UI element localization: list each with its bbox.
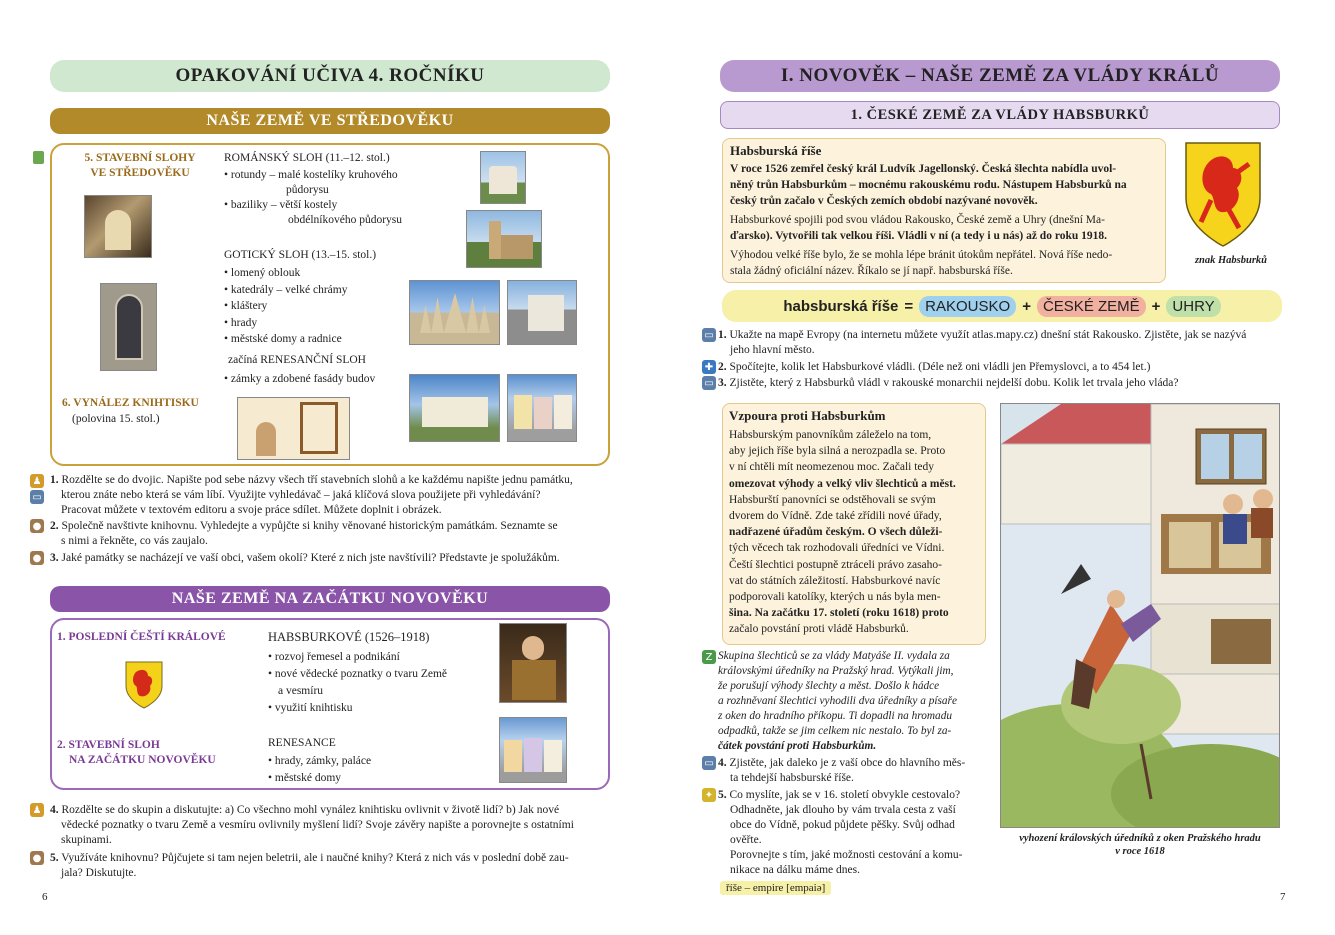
habsburg-coat-of-arms bbox=[1183, 140, 1263, 250]
right-page-number: 7 bbox=[1280, 891, 1286, 903]
math-icon: ✚ bbox=[702, 360, 716, 374]
rotunda-photo bbox=[480, 151, 526, 204]
computer-icon-r3: ▭ bbox=[702, 376, 716, 390]
right-question-3: 3. Zjistěte, který z Habsburků vládl v rakouské monarchii nejdelší dobu. Kolik let trvala jeho vláda? bbox=[718, 377, 1179, 389]
habsburk-list: • rozvoj řemesel a podnikání • nové vědecké poznatky o tvaru Země a vesmíru • využití knihtisku bbox=[268, 651, 448, 714]
left-page-number: 6 bbox=[42, 891, 48, 903]
library-icon: ● bbox=[30, 519, 44, 533]
link-icon bbox=[33, 151, 44, 164]
coat-caption: znak Habsburků bbox=[1194, 255, 1268, 266]
revolt-text: Habsburským panovníkům záleželo na tom, aby jejich říše byla silná a nerozpadla se. Proto v ní chtěli mít neomezenou moc. Začali tedy omezovat výhody a velký vliv šlechticů a měst. Habsburští panovníci se odstěhovali se svým dvorem do Vídně. Zde také zřídili nové úřady, nadřazené úřadům českým. O všech důleži- tých věcech tak rozhodovali úředníci ve Vídni. Čeští šlechtici postupně ztráceli právo zasaho- vat do státních záležitostí. Habsburkové navíc podporovali katolíky, kterých u nás byla men- šina. Na začátku 17. století (roku 1618) proto začalo povstání proti vládě Habsburků. bbox=[729, 429, 956, 636]
renaissance-square-photo bbox=[499, 717, 567, 783]
section-title-middle-ages: NAŠE ZEMĚ VE STŘEDOVĚKU bbox=[50, 108, 610, 134]
cathedral-photo bbox=[409, 280, 500, 345]
gothic-title: GOTICKÝ SLOH (13.–15. stol.) bbox=[224, 249, 377, 261]
habsburk-title: HABSBURKOVÉ (1526–1918) bbox=[268, 630, 430, 644]
gothic-list: • lomený oblouk • katedrály – velké chrámy • kláštery • hrady • městské domy a radnice bbox=[224, 267, 348, 345]
romanesque-list: • rotundy – malé kostelíky kruhového půdorysu • baziliky – větší kostely obdélníkového půdorysu bbox=[224, 169, 403, 226]
right-question-1: 1. Ukažte na mapě Evropy (na internetu můžete využít atlas.mapy.cz) dnešní stát Rakousko. Zjistěte, jak se nazývá jeho hlavní město. bbox=[718, 329, 1247, 356]
styles-heading: 5. STAVEBNÍ SLOHY VE STŘEDOVĚKU bbox=[84, 152, 196, 179]
habsburg-coat-small bbox=[124, 660, 164, 710]
illustration-caption: vyhození královských úředníků z oken Pražského hradu v roce 1618 bbox=[1019, 833, 1261, 857]
telc-houses-photo bbox=[507, 374, 577, 442]
habsburg-empire-text: V roce 1526 zemřel český král Ludvík Jagellonský. Česká šlechta nabídla uvol- něný trůn Habsburkům – mocnému rakouskému rodu. Nástupem Habsburků na český trůn začalo v Českých zemích období nazývané novověk. Habsburkové spojili pod svou vládou Rakousko, České země a Uhry (dnešní Ma- ďarsko). Vytvořili tak velkou říši. Vládli v ní (a tedy i u nás) až do roku 1918. Výhodou velké říše bylo, že se mohla lépe bránit útokům nepřátel. Nová říše nedo- stala žádný oficiální název. Říkalo se jí např. habsburská říše. bbox=[730, 163, 1127, 277]
right-sub-title: 1. ČESKÉ ZEMĚ ZA VLÁDY HABSBURKŮ bbox=[720, 101, 1280, 129]
printing-sub: (polovina 15. stol.) bbox=[72, 413, 160, 425]
question-3: 3. Jaké památky se nacházejí ve vaší obci, vašem okolí? Které z nich jste navštívili? Představte je spolužákům. bbox=[50, 552, 560, 564]
landmark-icon: ● bbox=[30, 551, 44, 565]
section-title-early-modern: NAŠE ZEMĚ NA ZAČÁTKU NOVOVĚKU bbox=[50, 586, 610, 612]
renesance-list: • hrady, zámky, paláce • městské domy bbox=[268, 755, 372, 784]
printing-title: 6. VYNÁLEZ KNIHTISKU bbox=[62, 397, 199, 409]
renesance-title: RENESANCE bbox=[268, 737, 336, 749]
group-work-icon: ♟ bbox=[30, 803, 44, 817]
equation-bar: habsburská říše = RAKOUSKO + ČESKÉ ZEMĚ + UHRY bbox=[722, 290, 1282, 322]
gothic-window-photo bbox=[100, 283, 157, 371]
revolt-title: Vzpoura proti Habsburkům bbox=[729, 408, 886, 423]
style2-heading: 2. STAVEBNÍ SLOH NA ZAČÁTKU NOVOVĚKU bbox=[57, 739, 216, 766]
king-portrait-photo bbox=[499, 623, 567, 703]
computer-icon: ▭ bbox=[30, 490, 44, 504]
printing-press-illustration bbox=[237, 397, 350, 460]
habsburg-empire-title: Habsburská říše bbox=[730, 143, 822, 158]
computer-icon-r4: ▭ bbox=[702, 756, 716, 770]
defenestration-illustration bbox=[1000, 403, 1280, 828]
chateau-photo bbox=[409, 374, 500, 442]
pair-work-icon: ♟ bbox=[30, 474, 44, 488]
question-4: 4. Rozdělte se do skupin a diskutujte: a) Co všechno mohl vynález knihtisku ovlivnit v životě lidí? b) Jak nové vědecké poznatky o tvaru Země a vesmíru ovlivnily myšlení lidí? Svoje závěry napište a porovnejte s ostatními skupinami. bbox=[50, 804, 574, 846]
basilica-photo bbox=[466, 210, 542, 268]
library-icon-2: ● bbox=[30, 851, 44, 865]
left-main-title: OPAKOVÁNÍ UČIVA 4. ROČNÍKU bbox=[50, 60, 610, 92]
question-2: 2. Společně navštivte knihovnu. Vyhledejte a vypůjčte si knihy věnované historickým památkám. Seznamte se s nimi a řekněte, co vás zaujalo. bbox=[50, 520, 558, 547]
romanesque-title: ROMÁNSKÝ SLOH (11.–12. stol.) bbox=[224, 152, 390, 164]
romanesque-interior-photo bbox=[84, 195, 152, 258]
castle-town-photo bbox=[507, 280, 577, 345]
renaissance-start: začíná RENESANČNÍ SLOH bbox=[228, 354, 366, 366]
computer-icon-r1: ▭ bbox=[702, 328, 716, 342]
right-question-2: 2. Spočítejte, kolik let Habsburkové vládli. (Déle než oni vládli jen Přemyslovci, a to 454 let.) bbox=[718, 361, 1151, 373]
glossary-tag: říše – empire [empaiə] bbox=[720, 881, 831, 895]
question-1: 1. Rozdělte se do dvojic. Napište pod sebe názvy všech tří stavebních slohů a ke každému napište jednu památku, kterou znáte nebo která se vám líbí. Využijte vyhledávač – jaká klíčová slova použijete při vyhledávání? Pracovat můžete v textovém editoru a svoje práce sdílet. Můžete doplnit i obrázek. bbox=[50, 474, 573, 516]
right-question-5: 5. Co myslíte, jak se v 16. století obvykle cestovalo? Odhadněte, jak dlouho by vám trvala cesta z vaší obce do Vídně, pokud půjdete pěšky. Svůj odhad ověřte. Porovnejte s tím, jaké možnosti cestování a komu- nikace na dálku máme dnes. bbox=[718, 789, 963, 876]
right-main-title: I. NOVOVĚK – NAŠE ZEMĚ ZA VLÁDY KRÁLŮ bbox=[720, 60, 1280, 92]
story-icon: Z bbox=[702, 650, 716, 664]
renaissance-item: • zámky a zdobené fasády budov bbox=[224, 373, 376, 385]
kings-heading: 1. POSLEDNÍ ČEŠTÍ KRÁLOVÉ bbox=[57, 631, 226, 643]
question-5: 5. Využíváte knihovnu? Půjčujete si tam nejen beletrii, ale i naučné knihy? Která z nich vás v poslední době zau- jala? Diskutujte. bbox=[50, 852, 569, 879]
idea-icon: ✦ bbox=[702, 788, 716, 802]
right-question-4: 4. Zjistěte, jak daleko je z vaší obce do hlavního měs- ta tehdejší habsburské říše. bbox=[718, 757, 966, 784]
story-text: Skupina šlechticů se za vlády Matyáše II. vydala za královskými úředníky na Pražský hrad. Vytýkali jim, že porušují výhody šlechty a měst. Došlo k hádce a rozhněvaní šlechtici vyhodili dva úředníky a písaře z oken do hradního příkopu. Ti dopadli na hromadu odpadků, takže se jim celkem nic nestalo. To byl za- čátek povstání proti Habsburkům. bbox=[718, 650, 957, 752]
